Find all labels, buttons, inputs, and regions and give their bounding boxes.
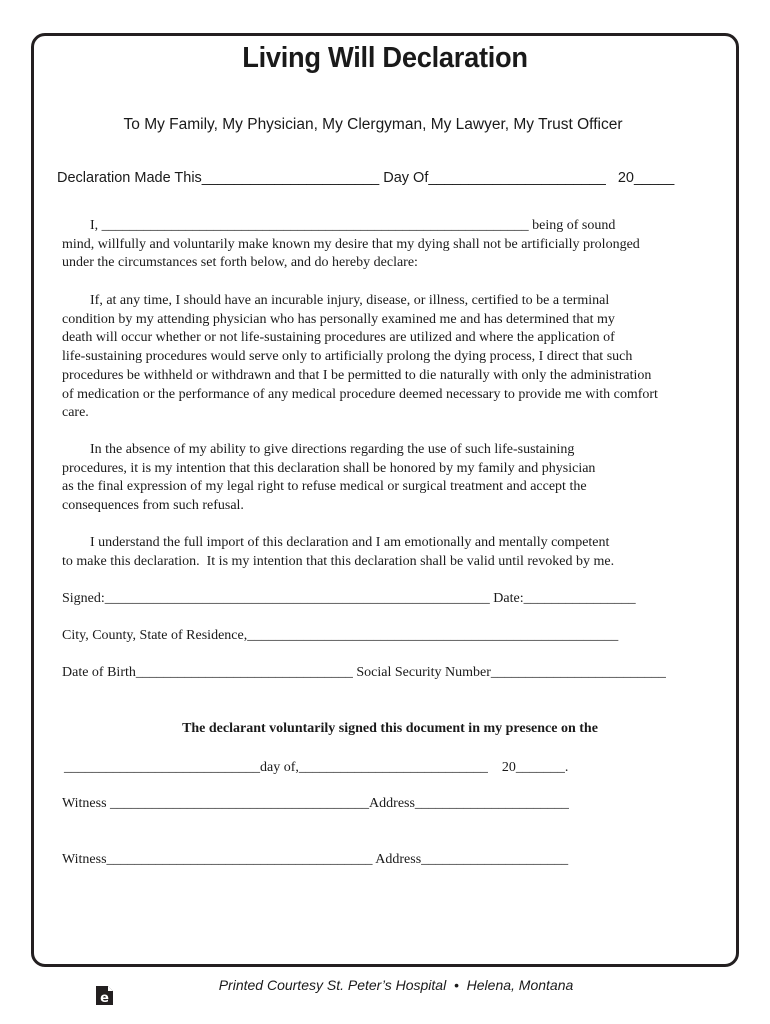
witness-1-field[interactable]: Witness _____________________________________Address______________________ <box>62 796 569 811</box>
declaration-date-line[interactable]: Declaration Made This______________________ Day Of______________________ 20_____ <box>57 170 675 186</box>
paragraph-line: In the absence of my ability to give directions regarding the use of such life-sustaining <box>62 442 575 457</box>
dob-ssn-field[interactable]: Date of Birth_______________________________ Social Security Number_________________________ <box>62 665 666 680</box>
paragraph-line: mind, willfully and voluntarily make known my desire that my dying shall not be artificially prolonged <box>62 236 640 252</box>
paragraph-line: procedures be withheld or withdrawn and that I be permitted to die naturally with only the administration <box>62 367 652 383</box>
residence-field[interactable]: City, County, State of Residence,_____________________________________________________ <box>62 628 619 643</box>
paragraph-line: consequences from such refusal. <box>62 498 244 514</box>
paragraph-line: condition by my attending physician who has personally examined me and has determined that my <box>62 311 615 327</box>
paragraph-line: life-sustaining procedures would serve only to artificially prolong the dying process, I direct that such <box>62 349 633 365</box>
witness-statement: The declarant voluntarily signed this document in my presence on the <box>182 721 598 736</box>
addressee-line: To My Family, My Physician, My Clergyman, My Lawyer, My Trust Officer <box>123 116 623 133</box>
paragraph-line: to make this declaration. It is my intention that this declaration shall be valid until revoked by me. <box>62 553 615 569</box>
paragraph-line: I understand the full import of this declaration and I am emotionally and mentally competent <box>62 535 610 550</box>
paragraph-line: If, at any time, I should have an incurable injury, disease, or illness, certified to be a terminal <box>62 293 610 308</box>
page-title: Living Will Declaration <box>242 42 528 74</box>
paragraph-absence <box>62 441 722 516</box>
paragraph-line: under the circumstances set forth below, and do hereby declare: <box>62 255 418 271</box>
paragraph-line: as the final expression of my legal right to refuse medical or surgical treatment and accept the <box>62 479 587 495</box>
witness-2-field[interactable]: Witness______________________________________ Address_____________________ <box>62 852 569 867</box>
paragraph-terminal-condition <box>62 292 722 423</box>
paragraph-line: death will occur whether or not life-sustaining procedures are utilized and where the application of <box>62 330 615 346</box>
paragraph-understanding <box>62 534 722 571</box>
paragraph-line: procedures, it is my intention that this declaration shall be honored by my family and physician <box>62 460 596 476</box>
svg-text:e: e <box>100 991 109 1005</box>
signed-date-field[interactable]: Signed:_______________________________________________________ Date:________________ <box>62 591 636 606</box>
paragraph-line[interactable]: I, _____________________________________________________________ being of sound <box>62 218 616 233</box>
paragraph-declarant <box>62 217 722 273</box>
paragraph-line: care. <box>62 405 89 421</box>
footer-credit: Printed Courtesy St. Peter’s Hospital • Helena, Montana <box>218 977 574 993</box>
paragraph-line: of medication or the performance of any medical procedure deemed necessary to provide me with comfort <box>62 386 658 402</box>
e-document-icon <box>95 986 114 1005</box>
witness-date-field[interactable]: ____________________________day of,___________________________ 20_______. <box>64 760 569 775</box>
